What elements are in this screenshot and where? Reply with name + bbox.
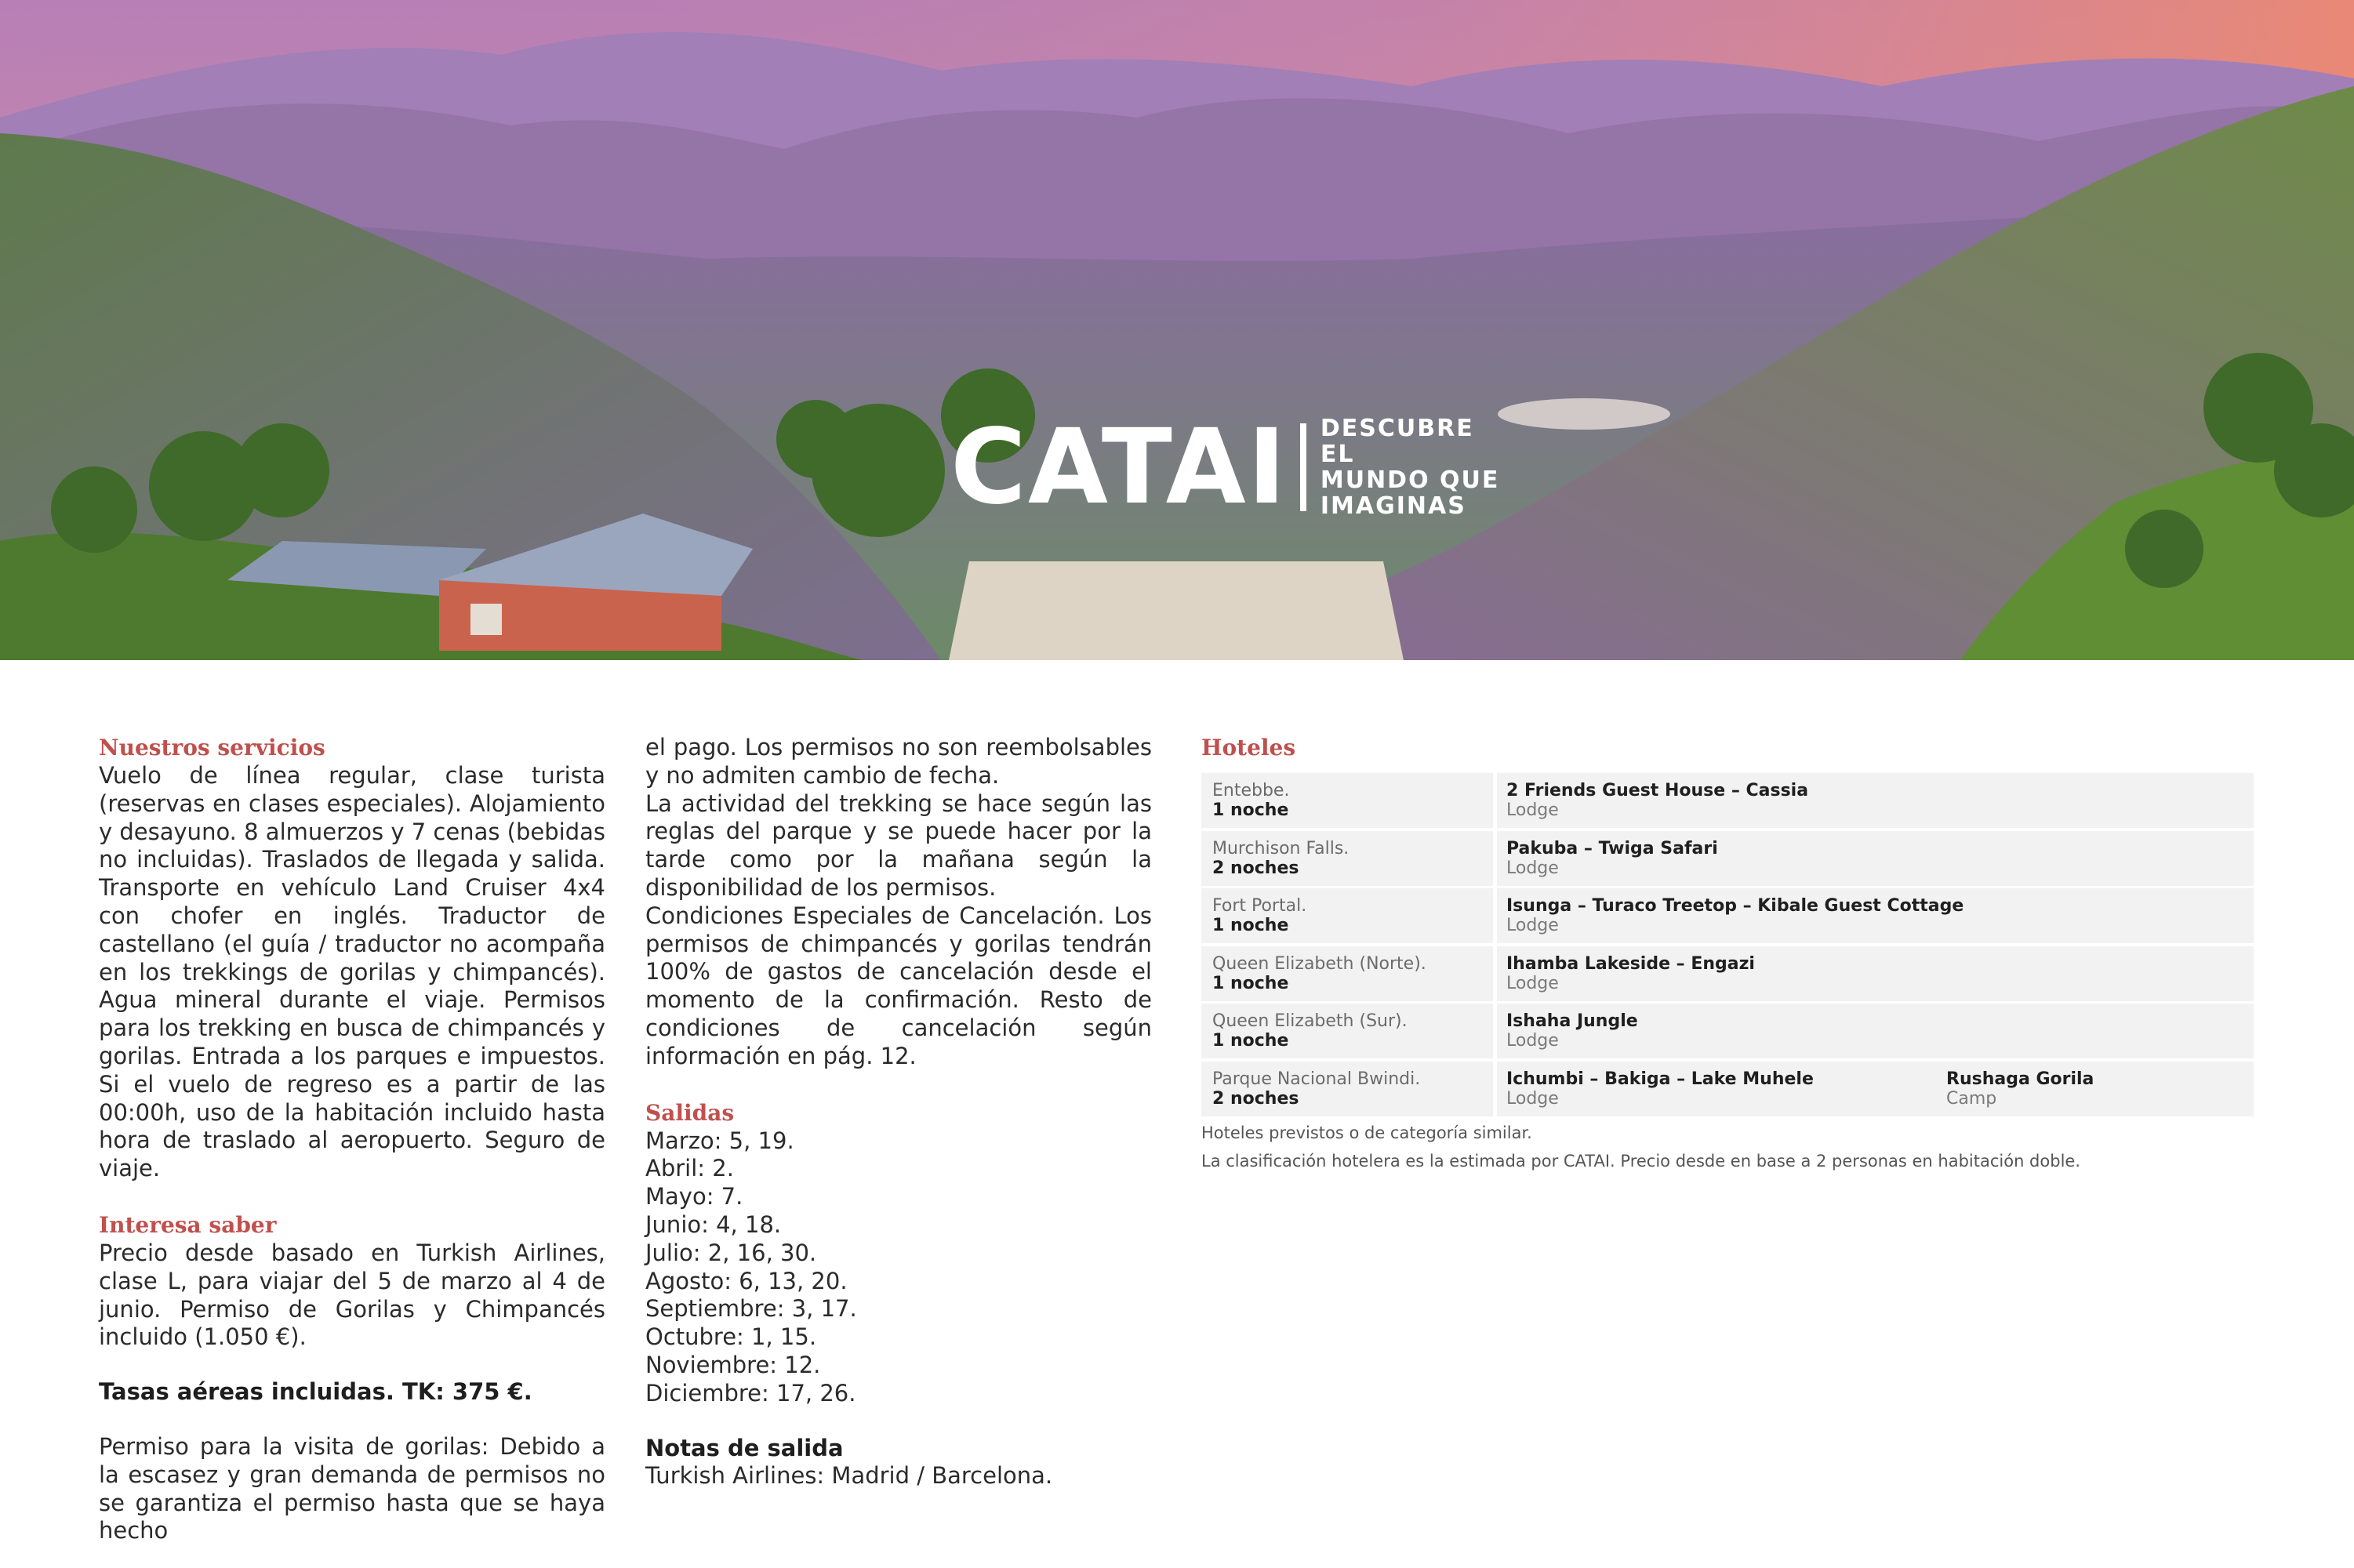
text-column-1	[99, 734, 605, 1545]
salida-item: Octubre: 1, 15.	[645, 1323, 817, 1351]
hotel-name-cell	[1497, 946, 2254, 1001]
salidas-list	[645, 1127, 1152, 1408]
hotel-row	[1201, 946, 2254, 1001]
hotel-city: Fort Portal.	[1212, 896, 1307, 916]
continued-paragraph-2: La actividad del trekking se hace según las reglas del parque y se puede hacer por la tarde como por la mañana según la disponibilidad de los permisos.	[645, 789, 1152, 901]
salida-item: Noviembre: 12.	[645, 1351, 821, 1378]
hotel-name-cell	[1497, 1062, 2254, 1116]
hotel-type: Lodge	[1506, 858, 1559, 878]
tasas-line: Tasas aéreas incluidas. TK: 375 €.	[99, 1378, 532, 1406]
hotel-name: Pakuba – Twiga Safari	[1506, 838, 1718, 858]
salida-item: Marzo: 5, 19.	[645, 1127, 794, 1154]
hotel-name: Isunga – Turaco Treetop – Kibale Guest Cottage	[1506, 896, 1964, 916]
hotel-name: Ishaha Jungle	[1506, 1011, 1638, 1031]
text-column-2	[645, 734, 1152, 1490]
hotel-type: Lodge	[1506, 1088, 1559, 1109]
hotel-row	[1201, 888, 2254, 943]
interesa-heading: Interesa saber	[99, 1211, 277, 1238]
hotel-nights: 2 noches	[1212, 1088, 1299, 1109]
interesa-text: Precio desde basado en Turkish Airlines, clase L, para viajar del 5 de marzo al 4 de junio. Permiso de Gorilas y Chimpancés incluido (1.050 €).	[99, 1239, 605, 1351]
hotel-location-cell	[1201, 946, 1493, 1001]
notas-text: Turkish Airlines: Madrid / Barcelona.	[645, 1462, 1053, 1490]
hotel-nights: 2 noches	[1212, 858, 1299, 878]
hotel-name: Ihamba Lakeside – Engazi	[1506, 953, 1755, 974]
permiso-text: Permiso para la visita de gorilas: Debido a la escasez y gran demanda de permisos no se garantiza el permiso hasta que se haya hecho	[99, 1432, 605, 1544]
hotel-type: Lodge	[1506, 916, 1559, 935]
hotel-nights: 1 noche	[1212, 1031, 1289, 1051]
hotel-row	[1201, 1062, 2254, 1116]
brand-tagline	[1320, 416, 1509, 519]
brand-logo	[950, 407, 1509, 528]
brand-tagline-line-1: DESCUBRE EL	[1320, 415, 1474, 468]
hotel-name-cell	[1497, 1004, 2254, 1058]
hotel-location-cell	[1201, 1062, 1493, 1116]
hotel-nights: 1 noche	[1212, 800, 1289, 820]
hotels-heading: Hoteles	[1201, 735, 1296, 760]
hotel-location-cell	[1201, 773, 1493, 828]
hotel-city: Entebbe.	[1212, 781, 1290, 800]
hotel-name-cell	[1497, 831, 2254, 886]
hotels-note-2: La clasificación hotelera es la estimada por CATAI. Precio desde en base a 2 personas en habitación doble.	[1201, 1152, 2080, 1171]
salida-item: Junio: 4, 18.	[645, 1210, 782, 1238]
hotel-name-alt: Rushaga Gorila	[1946, 1069, 2094, 1089]
hotel-city: Queen Elizabeth (Norte).	[1212, 953, 1426, 974]
hotel-row	[1201, 831, 2254, 886]
hotel-name-cell	[1497, 888, 2254, 943]
hotel-nights: 1 noche	[1212, 973, 1289, 993]
salida-item: Diciembre: 17, 26.	[645, 1379, 856, 1406]
brand-tagline-line-2: MUNDO QUE	[1320, 466, 1500, 494]
header-tab	[0, 0, 2354, 660]
brand-name: CATAI	[950, 407, 1288, 528]
hotel-type: Lodge	[1506, 1031, 1559, 1051]
salida-item: Julio: 2, 16, 30.	[645, 1239, 817, 1266]
hotel-row	[1201, 1004, 2254, 1058]
hotel-name: 2 Friends Guest House – Cassia	[1506, 781, 1809, 800]
hotel-row	[1201, 773, 2254, 828]
brand-tagline-line-3: IMAGINAS	[1320, 492, 1466, 520]
hotel-type-alt: Camp	[1946, 1088, 1997, 1109]
hotel-city: Murchison Falls.	[1212, 838, 1350, 858]
hotel-location-cell	[1201, 1004, 1493, 1058]
hotel-city: Queen Elizabeth (Sur).	[1212, 1011, 1408, 1031]
hotel-nights: 1 noche	[1212, 916, 1289, 935]
salidas-heading: Salidas	[645, 1099, 735, 1126]
hotels-section	[1201, 734, 2254, 1175]
hotel-location-cell	[1201, 888, 1493, 943]
salida-item: Mayo: 7.	[645, 1183, 743, 1210]
continued-paragraph-1: el pago. Los permisos no son reembolsables y no admiten cambio de fecha.	[645, 734, 1152, 789]
hotel-type: Lodge	[1506, 800, 1559, 820]
salida-item: Abril: 2.	[645, 1155, 734, 1182]
services-text: Vuelo de línea regular, clase turista (reservas en clases especiales). Alojamiento y desayuno. 8 almuerzos y 7 cenas (bebidas no incluidas). Traslados de llegada y salida. Transporte en vehículo Land Cruiser 4x4 con chofer en inglés. Traductor de castellano (el guía / traductor no acompaña en los trekkings de gorilas y chimpancés). Agua mineral durante el viaje. Permisos para los trekking en busca de chimpancés y gorilas. Entrada a los parques e impuestos. Si el vuelo de regreso es a partir de las 00:00h, uso de la habitación incluido hasta hora de traslado al aeropuerto. Seguro de viaje.	[99, 762, 605, 1182]
hotel-name: Ichumbi – Bakiga – Lake Muhele	[1506, 1069, 1814, 1089]
brand-separator	[1300, 423, 1306, 511]
continued-paragraph-3: Condiciones Especiales de Cancelación. Los permisos de chimpancés y gorilas tendrán 100% de gastos de cancelación desde el momento de la confirmación. Resto de condiciones de cancelación según información en pág. 12.	[645, 902, 1152, 1069]
hotel-name-cell	[1497, 773, 2254, 828]
salida-item: Agosto: 6, 13, 20.	[645, 1267, 848, 1294]
services-heading: Nuestros servicios	[99, 735, 325, 760]
hotel-city: Parque Nacional Bwindi.	[1212, 1069, 1421, 1089]
hotel-type: Lodge	[1506, 973, 1559, 993]
hotel-location-cell	[1201, 831, 1493, 886]
hotels-note-1: Hoteles previstos o de categoría similar.	[1201, 1123, 1532, 1142]
salida-item: Septiembre: 3, 17.	[645, 1295, 857, 1323]
notas-heading: Notas de salida	[645, 1434, 844, 1461]
hero-banner	[0, 0, 2354, 660]
